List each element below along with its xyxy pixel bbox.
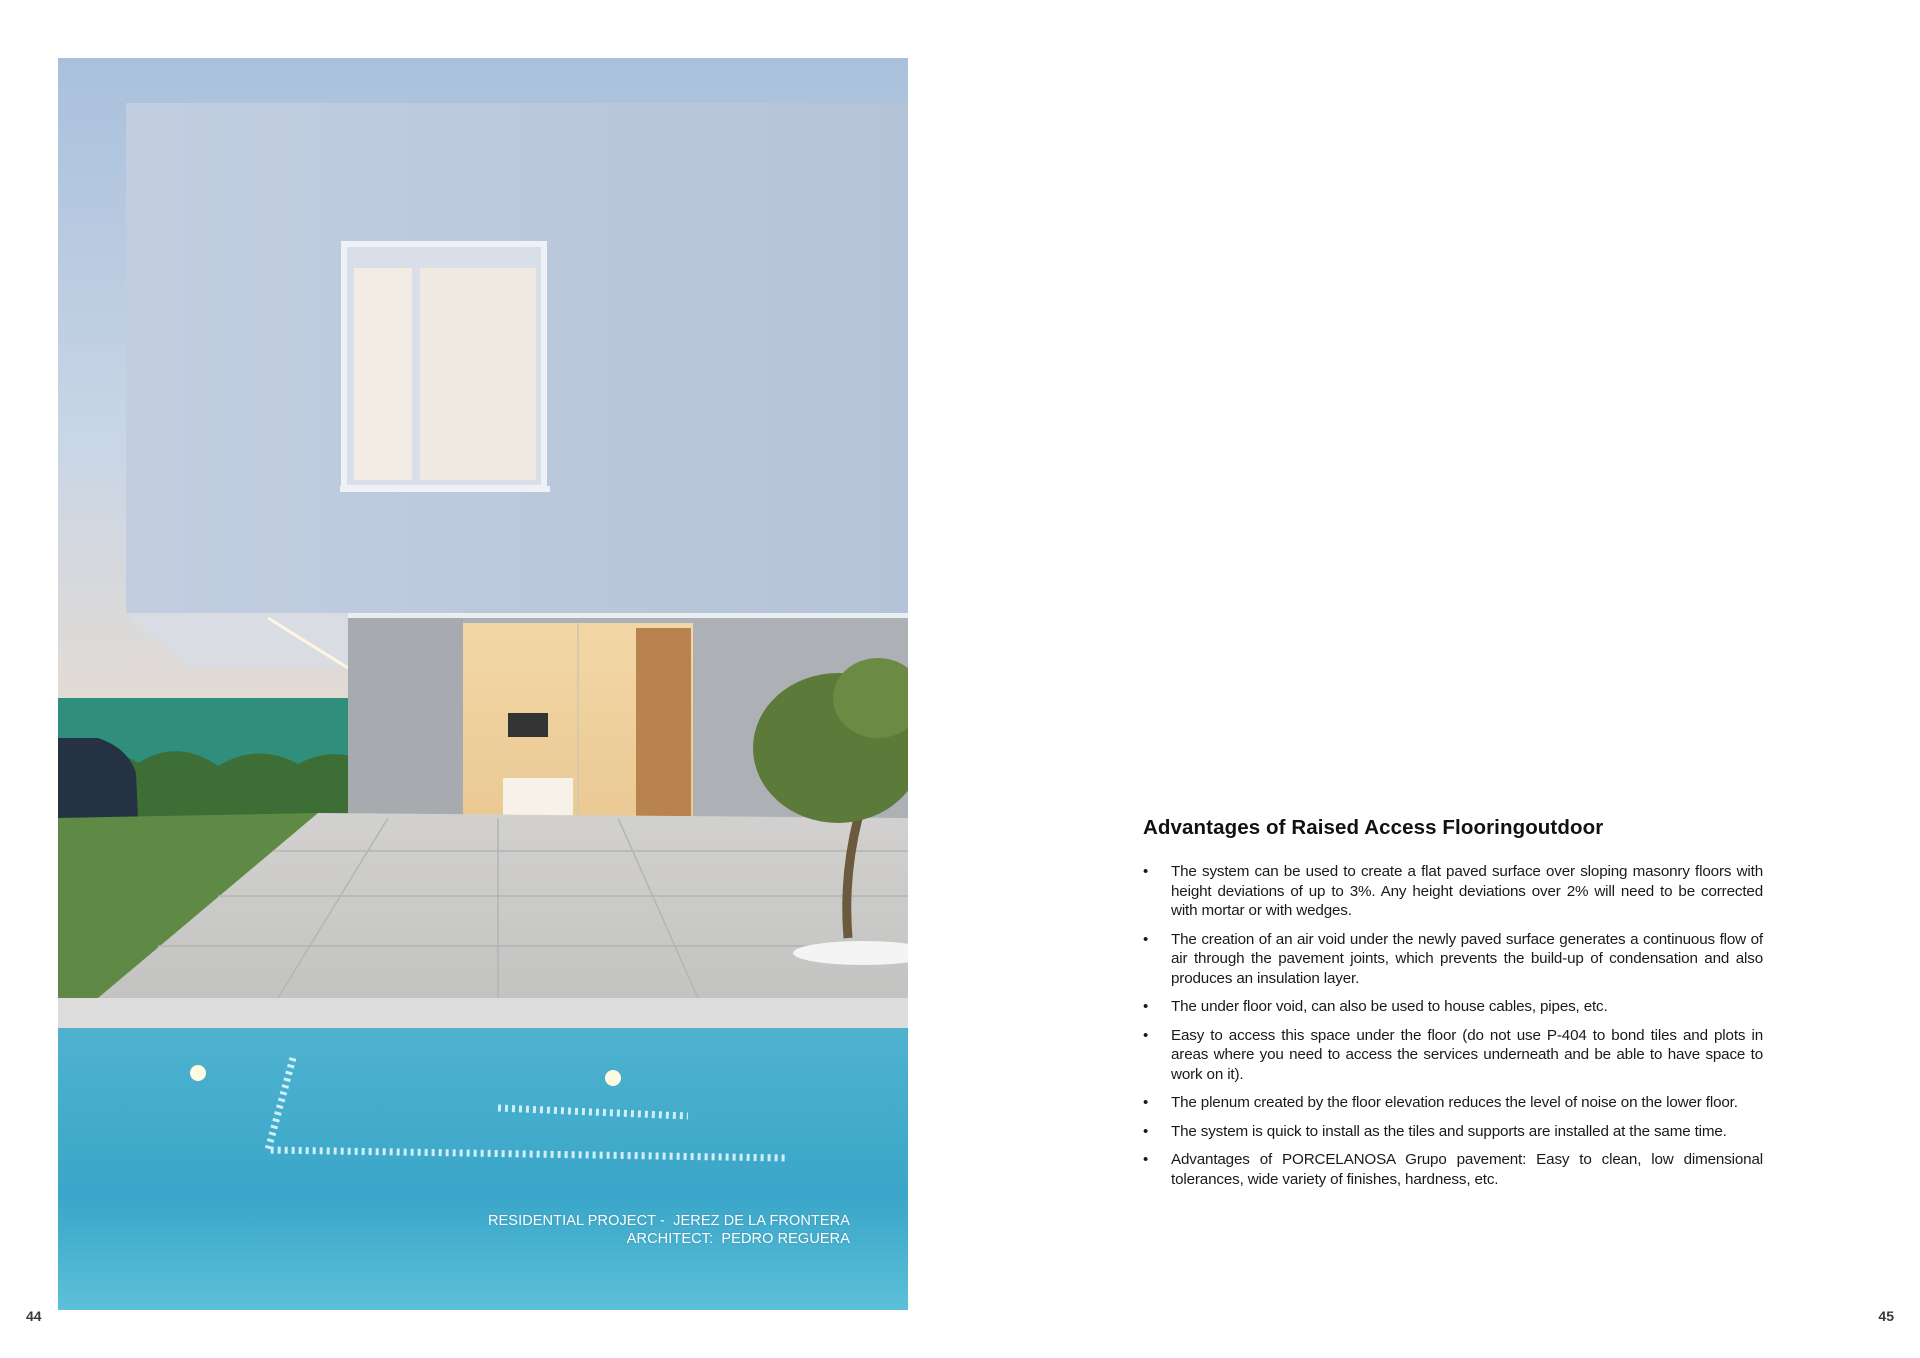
pool-light-left	[190, 1065, 206, 1081]
interior-tv	[508, 713, 548, 737]
bullet-icon: •	[1143, 1122, 1149, 1140]
list-item	[1143, 1093, 1763, 1113]
list-item	[1143, 1026, 1763, 1085]
list-item	[1143, 1150, 1763, 1189]
page-number-right: 45	[1878, 1308, 1894, 1324]
pool-light-right	[605, 1070, 621, 1086]
section-title: Advantages of Raised Access Flooringoutdoor	[1143, 816, 1604, 839]
bullet-icon: •	[1143, 998, 1149, 1015]
pool-edge	[58, 998, 908, 1028]
list-item-text: The plenum created by the floor elevation reduces the level of noise on the lower floor.	[1171, 1094, 1738, 1111]
list-item	[1143, 1122, 1763, 1142]
pool-water	[58, 1028, 908, 1310]
bullet-icon: •	[1143, 930, 1149, 948]
photo-caption	[488, 1212, 850, 1248]
list-item-text: Advantages of PORCELANOSA Grupo pavement: Easy to clean, low dimensional tolerances, wide variety of finishes, hardness, etc.	[1171, 1151, 1763, 1188]
bullet-icon: •	[1143, 1094, 1149, 1111]
bullet-icon: •	[1143, 1151, 1149, 1168]
window-pane-right	[420, 268, 536, 480]
caption-project: RESIDENTIAL PROJECT - JEREZ DE LA FRONTERA	[487, 1213, 850, 1229]
list-item-text: Easy to access this space under the floor (do not use P-404 to bond tiles and plots in areas where you need to access the services underneath and be able to have space to work on it).	[1171, 1026, 1763, 1083]
advantages-section	[1143, 816, 1763, 1198]
page-number-left: 44	[26, 1308, 42, 1324]
window-pane-left	[354, 268, 412, 480]
list-item-text: The under floor void, can also be used to house cables, pipes, etc.	[1171, 998, 1608, 1015]
caption-architect: ARCHITECT: PEDRO REGUERA	[626, 1231, 850, 1247]
list-item	[1143, 862, 1763, 921]
advantages-list	[1143, 862, 1763, 1189]
list-item-text: The system is quick to install as the tiles and supports are installed at the same time.	[1171, 1122, 1727, 1140]
list-item	[1143, 930, 1763, 989]
bullet-icon: •	[1143, 863, 1149, 880]
list-item-text: The creation of an air void under the newly paved surface generates a continuous flow of air through the pavement joints, which prevents the build-up of condensation and also produces an insulation layer.	[1171, 930, 1763, 987]
list-item-text: The system can be used to create a flat paved surface over sloping masonry floors with height deviations of up to 3%. Any height deviations over 2% will need to be corrected with mortar or with wedges.	[1171, 863, 1763, 919]
list-item	[1143, 997, 1763, 1017]
window-sill	[340, 486, 550, 492]
photo-illustration	[58, 58, 908, 1310]
bullet-icon: •	[1143, 1026, 1149, 1044]
house-pool-photo	[58, 58, 908, 1310]
